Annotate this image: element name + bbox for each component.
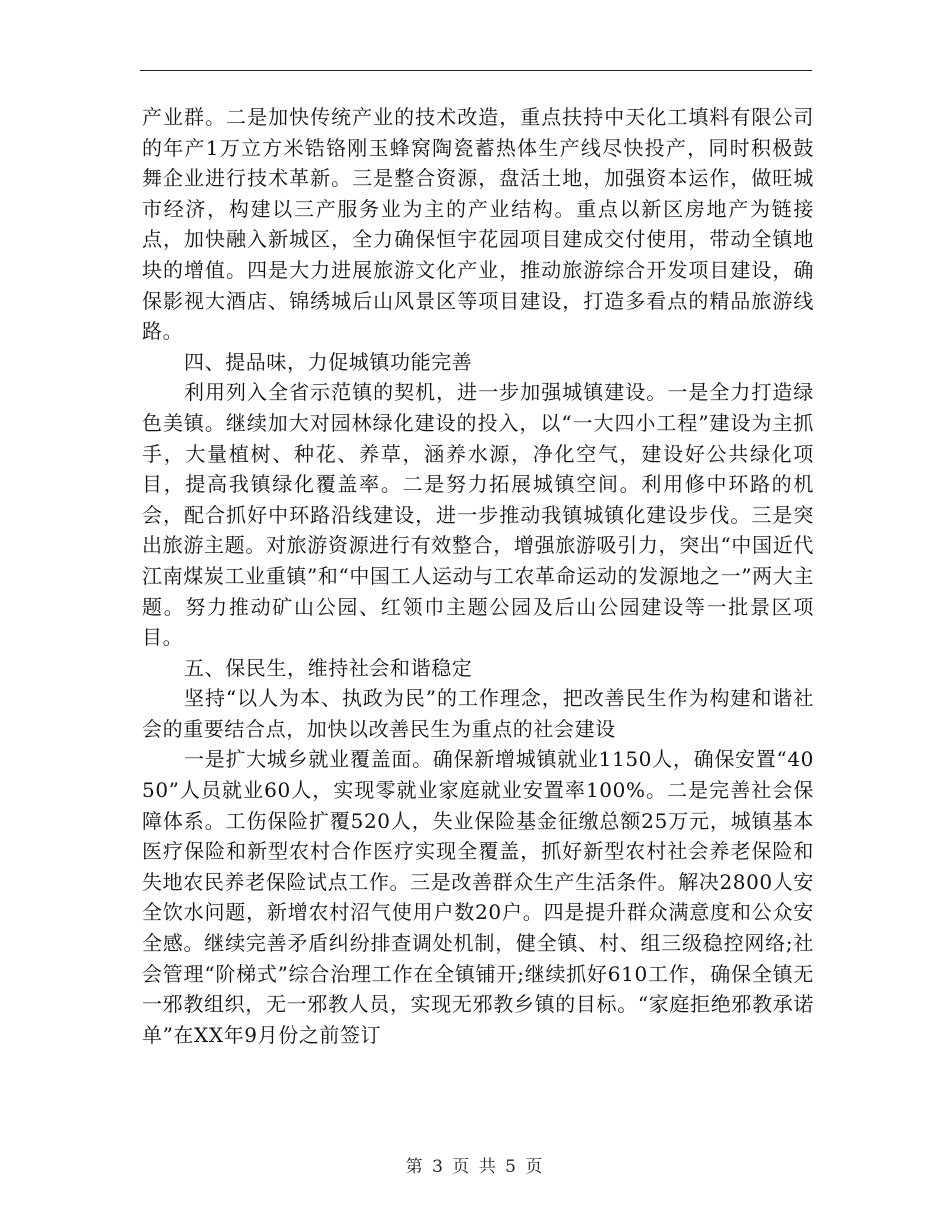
paragraph-livelihood-measures: 一是扩大城乡就业覆盖面。确保新增城镇就业1150人，确保安置“4050”人员就业60人，实现零就业家庭就业安置率100%。二是完善社会保障体系。工伤保险扩覆520人，失业保险基金征缴总额25万元，城镇基本医疗保险和新型农村合作医疗实现全覆盖，抓好新型农村社会养老保险和失地农民养老保险试点工作。三是改善群众生产生活条件。解决2800人安全饮水问题，新增农村沼气使用户数20户。四是提升群众满意度和公众安全感。继续完善矛盾纠纷排查调处机制，健全镇、村、组三级稳控网络;社会管理“阶梯式”综合治理工作在全镇铺开;继续抓好610工作，确保全镇无一邪教组织，无一邪教人员，实现无邪教乡镇的目标。“家庭拒绝邪教承诺单”在XX年9月份之前签订 <box>142 747 814 1047</box>
paragraph-livelihood-intro: 坚持“以人为本、执政为民”的工作理念，把改善民生作为构建和谐社会的重要结合点，加快以改善民生为重点的社会建设 <box>142 686 814 741</box>
heading-section-four: 四、提品味，力促城镇功能完善 <box>184 349 473 374</box>
document-body <box>142 102 814 1050</box>
paragraph-industry-cluster: 产业群。二是加快传统产业的技术改造，重点扶持中天化工填料有限公司的年产1万立方米锆铬刚玉蜂窝陶瓷蓄热体生产线尽快投产，同时积极鼓舞企业进行技术革新。三是整合资源，盘活土地，加强资本运作，做旺城市经济，构建以三产服务业为主的产业结构。重点以新区房地产为链接点，加快融入新城区，全力确保恒宇花园项目建成交付使用，带动全镇地块的增值。四是大力进展旅游文化产业，推动旅游综合开发项目建设，确保影视大酒店、锦绣城后山风景区等项目建设，打造多看点的精品旅游线路。 <box>142 105 814 344</box>
page-number-footer: 第 3 页 共 5 页 <box>405 1157 545 1177</box>
heading-section-five: 五、保民生，维持社会和谐稳定 <box>184 655 473 680</box>
paragraph-town-construction: 利用列入全省示范镇的契机，进一步加强城镇建设。一是全力打造绿色美镇。继续加大对园林绿化建设的投入，以“一大四小工程”建设为主抓手，大量植树、种花、养草，涵养水源，净化空气，建设好公共绿化项目，提高我镇绿化覆盖率。二是努力拓展城镇空间。利用修中环路的机会，配合抓好中环路沿线建设，进一步推动我镇城镇化建设步伐。三是突出旅游主题。对旅游资源进行有效整合，增强旅游吸引力，突出“中国近代江南煤炭工业重镇”和“中国工人运动与工农革命运动的发源地之一”两大主题。努力推动矿山公园、红领巾主题公园及后山公园建设等一批景区项目。 <box>142 380 814 650</box>
header-rule <box>140 70 812 71</box>
